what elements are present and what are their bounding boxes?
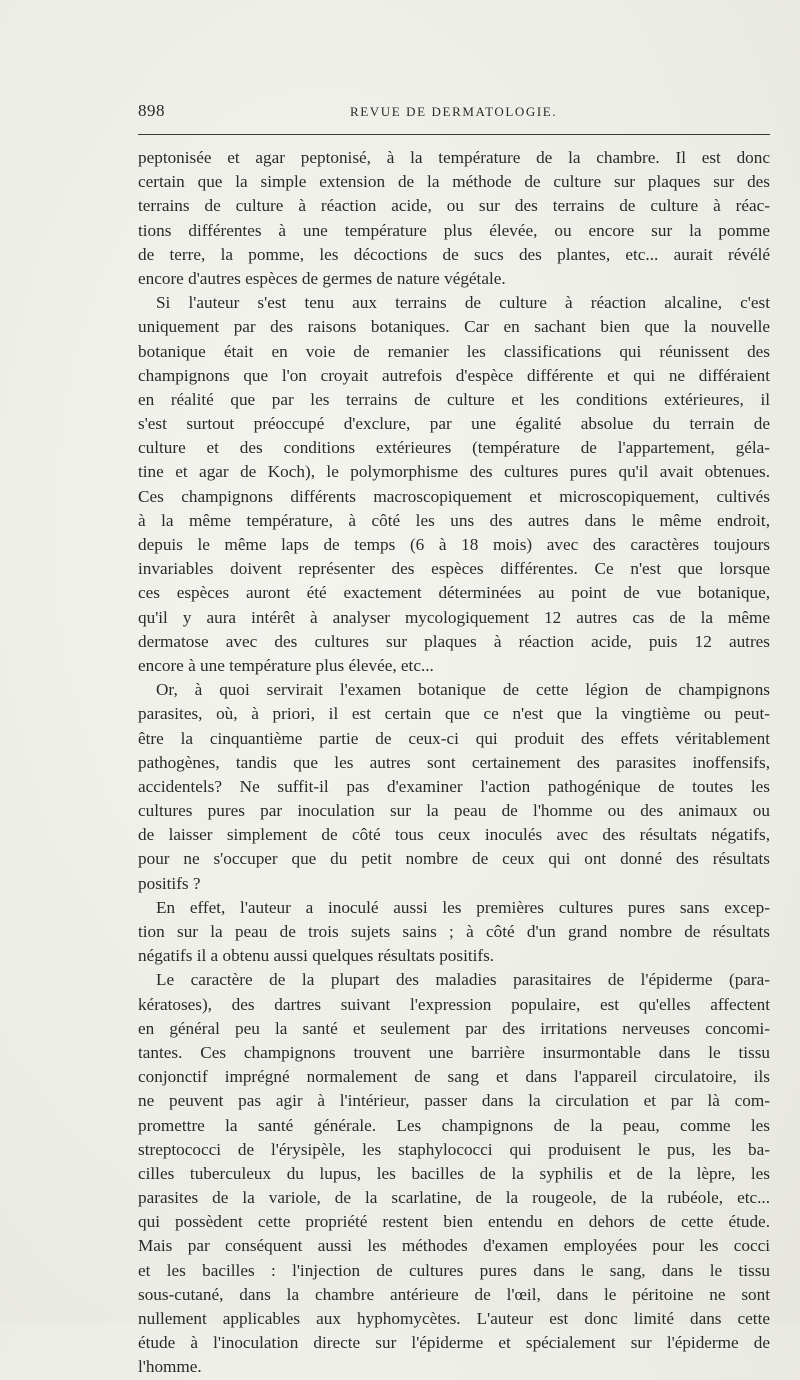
text-line: kératoses), des dartres suivant l'expression populaire, est qu'elles affectent <box>138 994 770 1014</box>
text-line: Mais par conséquent aussi les méthodes d'examen employées pour les cocci <box>138 1236 770 1256</box>
text-line: négatifs il a obtenu aussi quelques résultats positifs. <box>138 946 495 966</box>
text-line: tine et agar de Koch), le polymorphisme des cultures pures qu'il avait obtenues. <box>138 462 770 482</box>
paragraph <box>138 291 770 678</box>
text-line: qui possèdent cette propriété restent bien entendu en dehors de cette étude. <box>138 1212 770 1232</box>
text-line: Ces champignons différents macroscopiquement et microscopiquement, cultivés <box>138 486 770 506</box>
text-line: promettre la santé générale. Les champignons de la peau, comme les <box>138 1115 770 1135</box>
text-line: botanique était en voie de remanier les classifications qui réunissent des <box>138 341 770 361</box>
text-line: positifs ? <box>138 873 201 893</box>
text-line: tantes. Ces champignons trouvent une barrière insurmontable dans le tissu <box>138 1042 770 1062</box>
text-line: culture et des conditions extérieures (température de l'appartement, géla- <box>138 438 770 458</box>
text-line: certain que la simple extension de la méthode de culture sur plaques sur des <box>138 172 770 192</box>
text-line: Le caractère de la plupart des maladies parasitaires de l'épiderme (para- <box>156 970 770 990</box>
paragraph <box>138 678 770 896</box>
text-line: s'est surtout préoccupé d'exclure, par une égalité absolue du terrain de <box>138 414 770 434</box>
page-number: 898 <box>138 101 165 120</box>
text-line: Si l'auteur s'est tenu aux terrains de culture à réaction alcaline, c'est <box>156 293 770 313</box>
text-line: cilles tuberculeux du lupus, les bacilles de la syphilis et de la lèpre, les <box>138 1163 770 1183</box>
header-rule <box>138 134 770 135</box>
text-line: pathogènes, tandis que les autres sont certainement des parasites inoffensifs, <box>138 752 770 772</box>
text-line: conjonctif imprégné normalement de sang et dans l'appareil circulatoire, ils <box>138 1067 770 1087</box>
paragraph <box>138 896 770 969</box>
text-line: en général peu la santé et seulement par des irritations nerveuses concomi- <box>138 1018 770 1038</box>
text-line: de terre, la pomme, les décoctions de sucs des plantes, etc... aurait révélé <box>138 244 770 264</box>
text-line: streptococci de l'érysipèle, les staphylococci qui produisent le pus, les ba- <box>138 1139 770 1159</box>
text-line: encore d'autres espèces de germes de nature végétale. <box>138 268 506 288</box>
paragraph <box>138 146 770 291</box>
running-head <box>138 101 768 125</box>
text-line: ces espèces auront été exactement déterminées au point de vue botanique, <box>138 583 770 603</box>
text-line: peptonisée et agar peptonisé, à la température de la chambre. Il est donc <box>138 148 770 167</box>
text-line: accidentels? Ne suffit-il pas d'examiner l'action pathogénique de toutes les <box>138 776 770 796</box>
text-line: qu'il y aura intérêt à analyser mycologiquement 12 autres cas de la même <box>138 607 770 627</box>
text-line: étude à l'inoculation directe sur l'épiderme et spécialement sur l'épiderme de <box>138 1333 770 1353</box>
text-line: nullement applicables aux hyphomycètes. L'auteur est donc limité dans cette <box>138 1309 770 1328</box>
text-line: tion sur la peau de trois sujets sains ; à côté d'un grand nombre de résultats <box>138 922 770 941</box>
text-line: parasites, où, à priori, il est certain que ce n'est que la vingtième ou peut- <box>138 704 770 724</box>
text-line: à la même température, à côté les uns des autres dans le même endroit, <box>138 510 770 530</box>
text-line: cultures pures par inoculation sur la peau de l'homme ou des animaux ou <box>138 801 770 821</box>
text-line: être la cinquantième partie de ceux-ci qui produit des effets véritablement <box>138 728 770 748</box>
text-line: tions différentes à une température plus élevée, ou encore sur la pomme <box>138 220 770 240</box>
text-line: Or, à quoi servirait l'examen botanique de cette légion de champignons <box>156 680 770 700</box>
text-line: depuis le même laps de temps (6 à 18 mois) avec des caractères toujours <box>138 535 770 554</box>
text-line: de laisser simplement de côté tous ceux inoculés avec des résultats négatifs, <box>138 825 770 845</box>
text-line: En effet, l'auteur a inoculé aussi les premières cultures pures sans excep- <box>156 897 770 917</box>
text-line: en réalité que par les terrains de culture et les conditions extérieures, il <box>138 389 770 409</box>
paragraph <box>138 968 770 1379</box>
text-line: pour ne s'occuper que du petit nombre de ceux qui ont donné des résultats <box>138 849 770 869</box>
text-line: dermatose avec des cultures sur plaques à réaction acide, puis 12 autres <box>138 631 770 651</box>
text-line: encore à une température plus élevée, etc... <box>138 655 434 675</box>
text-line: uniquement par des raisons botaniques. Car en sachant bien que la nouvelle <box>138 317 770 337</box>
text-line: l'homme. <box>138 1357 202 1377</box>
text-line: sous-cutané, dans la chambre antérieure de l'œil, dans le péritoine ne sont <box>138 1284 770 1304</box>
text-line: parasites de la variole, de la scarlatine, de la rougeole, de la rubéole, etc... <box>138 1188 770 1208</box>
journal-title: REVUE DE DERMATOLOGIE. <box>350 104 558 119</box>
text-line: ne peuvent pas agir à l'intérieur, passer dans la circulation et par là com- <box>138 1091 770 1111</box>
body-text <box>138 146 770 1380</box>
text-line: invariables doivent représenter des espèces différentes. Ce n'est que lorsque <box>138 559 770 579</box>
text-line: et les bacilles : l'injection de cultures pures dans le sang, dans le tissu <box>138 1260 770 1280</box>
text-line: terrains de culture à réaction acide, ou sur des terrains de culture à réac- <box>138 196 770 216</box>
text-line: champignons que l'on croyait autrefois d'espèce différente et qui ne différaient <box>138 365 770 385</box>
